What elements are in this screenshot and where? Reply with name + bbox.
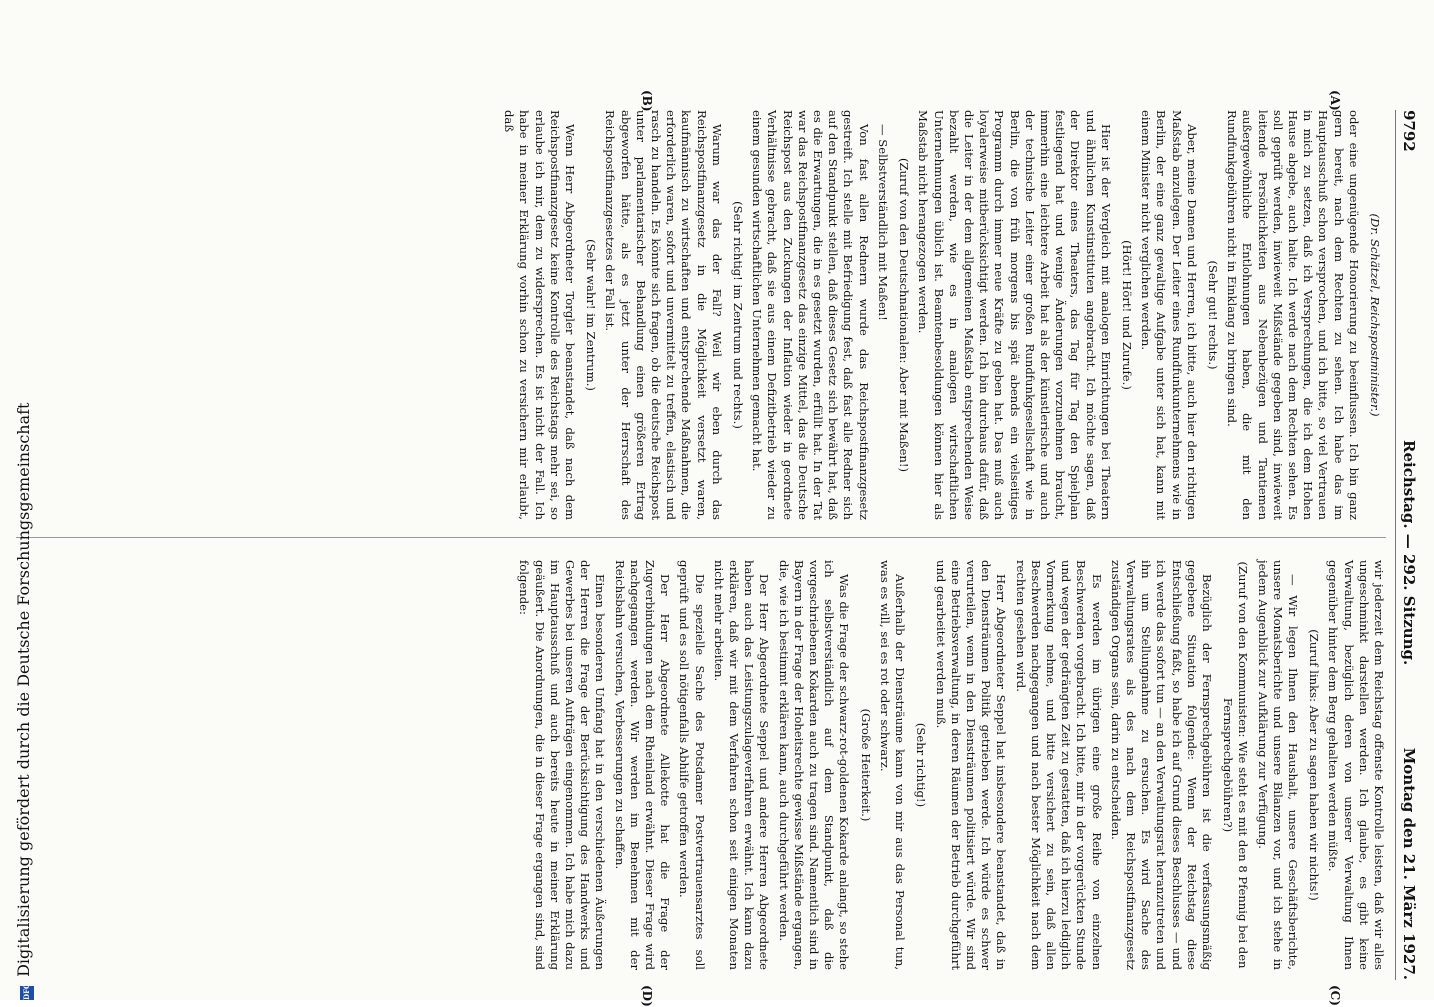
interjection: (Hört! Hört! und Zurufe.) [1119,240,1134,390]
paragraph: oder eine ungenügende Honorierung zu beeinflussen. Ich bin ganz gern bereit, nach dem Rechten zu sehen. Ich habe das im Hauptausschuß schon versprochen, und ich bitte, so viel Vertrauen in mich zu setzen, daß ich Versprechungen, die ich dem Hohen Hause abgebe, auch halte. Ich werde nach dem Rechten sehen. Es soll geprüft werden, inwieweit Mißstände gegeben sind, inwieweit leitende Persönlichkeiten aus Nebenbezügen und Tantiemen außergewöhnliche Entlohnungen haben, die mit den Rundfunkgebühren nicht in Einklang zu bringen sind. [1225,110,1361,520]
paragraph: Der Herr Abgeordnete Allekotte hat die Frage der Zugverbindungen nach dem Rheinland erwähnt. Dieser Frage wird nachgegangen werden. Wir werden im Benehmen mit der Reichsbahn versuchen, Verbesserungen zu schaffen. [612,560,673,970]
interjection: (Zuruf von den Kommunisten: Wie steht es mit den 8 Pfennig bei den Fernsprechgebühren?) [1221,561,1251,969]
paragraph: Von fast allen Rednern wurde das Reichspostfinanzgesetz gestreift. Ich stelle mit Befriedigung fest, daß fast alle Redner sich auf den Standpunkt stellen, daß dieses Gesetz sich bewährt hat, daß es die Erwartungen, die in es gesetzt wurden, erfüllt hat. In der Tat war das Reichspostfinanzgesetz das einzige Mittel, das die Deutsche Reichspost aus den Zuckungen der Inflation wieder in geordnete Verhältnisse gebracht, daß sie aus einem Defizitbetrieb wieder zu einem gesunden wirtschaftlichen Unternehmen gemacht hat. [750,110,871,520]
dfg-logo-icon: DFG [20,986,34,1000]
page-number: 9792 [1400,110,1418,152]
paragraph: Der Herr Abgeordnete Seppel und andere Herren Abgeordnete haben auch das Leistungszulageverfahren erwähnt. Ich kann dazu erklären, daß wir mit dem Verfahren schon seit einigen Monaten nicht mehr arbeiten. [711,560,772,970]
paragraph: Es werden im übrigen eine große Reihe von einzelnen Beschwerden vorgebracht. Ich bitte, mir in der vorgerückten Stunde und wegen der gedrängten Zeit zu gestatten, daß ich hierzu lediglich Vormerkung nehme, und bitte versichert zu sein, daß allen Beschwerden nachgegangen und nach bester Möglichkeit nach dem rechten gesehen wird. [1013,560,1104,970]
speaker-line: (Dr. Schätzel, Reichspostminister.) [1368,213,1382,417]
paragraph: Die spezielle Sache des Potsdamer Postvertrauensarztes soll geprüft und es soll nötigenfalls Abhilfe getroffen werden. [677,560,707,970]
margin-marker-b: (B) [640,90,654,112]
interjection: (Sehr richtig! im Zentrum und rechts.) [731,201,746,429]
session-title: Reichstag. — 292. Sitzung. [1400,440,1418,666]
paragraph: Herr Abgeordneter Seppel hat insbesondere beanstandet, daß in den Diensträumen Politik getrieben werde. Ich würde es schwer verurteilen, wenn in den Diensträumen politisiert würde. Wir sind eine Betriebsverwaltung, in deren Räumen der Betrieb durchgeführt und gearbeitet werden muß. [933,560,1009,970]
digitization-footer [14,0,34,1000]
footer-text: Digitalisierung gefördert durch die Deutsche Forschungsgemeinschaft [14,402,33,977]
paragraph: Aber, meine Damen und Herren, ich bitte, auch hier den richtigen Maßstab anzulegen. Der Leiter eines Rundfunkunternehmens wie in Berlin, der eine ganz gewaltige Aufgabe unter sich hat, kann mit einem Minister nicht verglichen werden. [1139,110,1199,520]
interjection: (Sehr gut! rechts.) [1205,260,1220,370]
interjection: (Sehr richtig!) [914,722,929,808]
paragraph: wir jederzeit dem Reichstag offenste Kontrolle leisten, daß wir alles ungeschminkt darstellen werden. Ich glaube, es gibt keine Verwaltung, bezüglich deren von unserer Verwaltung Ihnen gegenüber hinter dem Berg gehalten werden müßte. [1326,560,1386,970]
margin-marker-d: (D) [640,985,654,1007]
interjection: (Zuruf von den Deutschnationalen: Aber mit Maßen!) [897,157,912,473]
interjection: (Große Heiterkeit.) [858,708,873,822]
paragraph: Bezüglich der Fernsprechgebühren ist die verfassungsmäßig gegebene Situation folgende: Wenn der Reichstag diese Entschließung faßt, so habe ich auf Grund dieses Beschlusses — und ich werde das sofort tun — an den Verwaltungsrat heranzutreten und ihn um Stellungnahme zu ersuchen. Es wird Sache des Verwaltungsrates als des nach dem Reichspostfinanzgesetz zuständigen Organs sein, darin zu entscheiden. [1108,560,1214,970]
paragraph: — Selbstverständlich mit Maßen! [875,124,890,321]
interjection: (Zuruf links: Aber zu sagen haben wir nichts!) [1307,629,1322,901]
paragraph: Warum war das der Fall? Weil wir eben durch das Reichspostfinanzgesetz in die Möglichkeit versetzt waren, kaufmännisch zu wirtschaften und entsprechende Maßnahmen, die erforderlich waren, sofort und unvermittelt zu treffen, elastisch und rasch zu handeln. Es könnte sich fragen, ob die deutsche Reichspost unter parlamentarischer Behandlung einen größeren Ertrag abgeworfen hätte, als es jetzt unter der Herrschaft des Reichspostfinanzgesetzes der Fall ist. [603,110,724,520]
page-header [1395,110,1420,980]
right-column [512,560,1386,970]
left-column [497,110,1386,520]
margin-marker-a: (A) [1328,90,1342,111]
column-divider [16,537,1386,538]
paragraph: Was die Frage der schwarz-rot-goldenen Kokarde anlangt, so stehe ich selbstverständlich auf dem Standpunkt, daß die vorgeschriebenen Kokarden auch zu tragen sind. Namentlich sind in Bayern in der Frage der Hoheitsrechte gewisse Mißstände ergangen, die, wie ich bestimmt erklären kann, auch durchgeführt werden. [776,560,852,970]
paragraph: Einen besonderen Umfang hat in den verschiedenen Äußerungen der Herren die Frage der Berücksichtigung des Handwerks und Gewerbes bei unseren Aufträgen eingenommen. Ich habe mich dazu im Hauptausschuß und auch bereits heute in meiner Erklärung geäußert. Die Anordnungen, die in dieser Frage ergangen sind, sind folgende: [517,560,608,970]
margin-marker-c: (C) [1328,985,1342,1006]
paragraph: Außerhalb der Diensträume kann von mir aus das Personal tun, was es will, sei es rot oder schwarz. [877,560,908,970]
paragraph: Wenn Herr Abgeordneter Torgler beanstandet, daß nach dem Reichspostfinanzgesetz keine Kontrolle des Reichstags mehr sei, so erlaube ich mir, dem zu widersprechen. Es ist nicht der Fall. Ich habe in meiner Erklärung vorhin schon zu versichern mir erlaubt, daß [502,110,578,520]
paragraph: — Wir legen Ihnen den Haushalt, unsere Geschäftsberichte, unsere Monatsberichte und unsere Bilanzen vor, und ich stehe in jedem Augenblick zur Aufklärung zur Verfügung. [1255,560,1300,970]
interjection: (Sehr wahr! im Zentrum.) [584,239,599,391]
paragraph: Hier ist der Vergleich mit analogen Einrichtungen bei Theatern und ähnlichen Kunstinstituten angebracht. Ich möchte sagen, daß der Direktor eines Theaters, das Tag für Tag den Spielplan festliegend hat und wenige Änderungen vorzunehmen braucht, immerhin eine leichtere Arbeit hat als der künstlerische und auch der technische Leiter einer großen Rundfunkgesellschaft wie in Berlin, die von früh morgens bis spät abends ein vielseitiges Programm durch immer neue Kräfte zu geben hat. Das muß auch loyalerweise mitberücksichtigt werden. Ich bin durchaus dafür, daß die Leiter in der dem allgemeinen Maßstab entsprechenden Weise bezahlt werden, wie es in analogen wirtschaftlichen Unternehmungen üblich ist. Beamtenbesoldungen können hier als Maßstab nicht herangezogen werden. [916,110,1113,520]
session-date: Montag den 21. März 1927. [1400,747,1418,980]
